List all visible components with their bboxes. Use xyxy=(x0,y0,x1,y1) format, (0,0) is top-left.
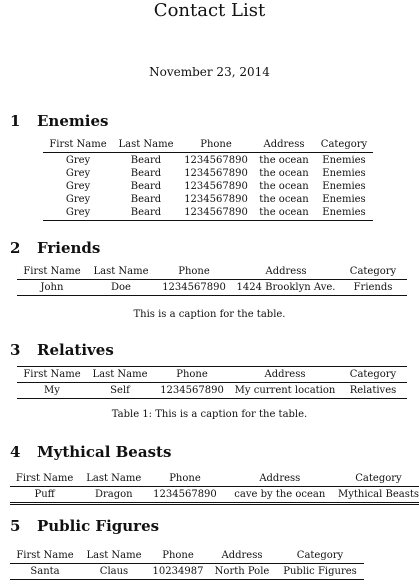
table-cell: the ocean xyxy=(259,194,309,205)
table-cell: Beard xyxy=(113,206,179,221)
table-cell: Enemies xyxy=(315,206,373,221)
table-cell: Doe xyxy=(87,280,155,296)
table-row xyxy=(17,280,407,296)
table-cell: Grey xyxy=(43,206,113,221)
table-cell: Santa xyxy=(10,564,80,580)
contacts-table-friends xyxy=(17,264,407,296)
table-header-row xyxy=(17,264,407,280)
column-header: Address xyxy=(233,264,339,280)
table-cell: Beard xyxy=(130,155,162,166)
table-cell: 1234567890 xyxy=(184,181,248,192)
table-caption: Table 1: This is a caption for the table. xyxy=(111,409,308,420)
table-row xyxy=(10,487,419,504)
table-cell: Dragon xyxy=(79,487,148,504)
column-header: Phone xyxy=(179,137,253,153)
column-header: Category xyxy=(339,264,407,280)
column-header: Address xyxy=(208,548,276,564)
column-header: Last Name xyxy=(80,548,148,564)
table-cell: 1234567890 xyxy=(179,206,253,221)
table-cell: Grey xyxy=(65,168,91,179)
table-row xyxy=(43,180,373,193)
table-cell: the ocean xyxy=(259,181,309,192)
column-header: Last Name xyxy=(87,264,155,280)
section-title: Mythical Beasts xyxy=(37,443,172,461)
table-row xyxy=(10,564,364,580)
column-header: Address xyxy=(222,471,338,487)
column-header: Last Name xyxy=(79,471,148,487)
document-date: November 23, 2014 xyxy=(149,65,270,79)
table-cell: 1234567890 xyxy=(153,383,231,399)
table-cell: Puff xyxy=(10,487,79,504)
section-number: 2 xyxy=(10,239,21,257)
section-title: Enemies xyxy=(37,112,109,130)
table-cell: Enemies xyxy=(322,168,366,179)
column-header: First Name xyxy=(17,264,87,280)
contacts-table-mythical-beasts xyxy=(10,471,419,505)
table-cell: Enemies xyxy=(322,181,366,192)
table-cell: Grey xyxy=(65,155,91,166)
contacts-table-enemies xyxy=(43,137,373,221)
table-cell: Beard xyxy=(130,194,162,205)
table-cell: Enemies xyxy=(322,155,366,166)
column-header: Phone xyxy=(155,264,233,280)
table-cell: 1234567890 xyxy=(184,155,248,166)
table-cell: 1234567890 xyxy=(184,168,248,179)
column-header: Last Name xyxy=(113,137,179,153)
section-heading-relatives xyxy=(10,340,114,360)
table-cell: cave by the ocean xyxy=(222,487,338,504)
table-cell: Public Figures xyxy=(276,564,364,580)
table-cell: Beard xyxy=(130,168,162,179)
table-row xyxy=(43,153,373,168)
section-heading-mythical-beasts xyxy=(10,442,171,462)
section-number: 3 xyxy=(10,341,21,359)
table-cell: My current location xyxy=(231,383,339,399)
column-header: Phone xyxy=(153,367,231,383)
column-header: Category xyxy=(338,471,419,487)
table-cell: 1234567890 xyxy=(184,194,248,205)
table-cell: Grey xyxy=(65,181,91,192)
table-header-row xyxy=(43,137,373,153)
column-header: First Name xyxy=(10,548,80,564)
table-cell: Grey xyxy=(65,194,91,205)
section-title: Friends xyxy=(37,239,101,257)
table-cell: Relatives xyxy=(339,383,407,399)
section-number: 1 xyxy=(10,112,21,130)
table-header-row xyxy=(10,471,419,487)
section-heading-enemies xyxy=(10,111,108,131)
section-number: 4 xyxy=(10,443,21,461)
table-cell: 1234567890 xyxy=(148,487,221,504)
table-row xyxy=(17,383,407,399)
column-header: Category xyxy=(276,548,364,564)
section-title: Relatives xyxy=(37,341,114,359)
column-header: Last Name xyxy=(87,367,153,383)
table-cell: 1424 Brooklyn Ave. xyxy=(233,280,339,296)
contacts-table-relatives xyxy=(17,366,407,399)
section-title: Public Figures xyxy=(37,517,160,535)
column-header: Phone xyxy=(148,548,208,564)
column-header: First Name xyxy=(17,367,87,383)
table-cell: Claus xyxy=(80,564,148,580)
table-caption: This is a caption for the table. xyxy=(133,309,286,320)
table-row xyxy=(43,206,373,221)
column-header: First Name xyxy=(43,137,113,153)
table-cell: Mythical Beasts xyxy=(338,487,419,504)
table-cell: 1234567890 xyxy=(155,280,233,296)
table-row xyxy=(43,167,373,180)
table-cell: North Pole xyxy=(208,564,276,580)
table-row xyxy=(43,193,373,206)
column-header: Category xyxy=(339,367,407,383)
table-cell: the ocean xyxy=(259,168,309,179)
table-cell: My xyxy=(17,383,87,399)
column-header: Phone xyxy=(148,471,221,487)
document-title: Contact List xyxy=(153,0,266,21)
table-cell: John xyxy=(17,280,87,296)
column-header: First Name xyxy=(10,471,79,487)
table-cell: the ocean xyxy=(253,206,315,221)
table-cell: the ocean xyxy=(259,155,309,166)
table-cell: Beard xyxy=(130,181,162,192)
section-heading-friends xyxy=(10,238,100,258)
column-header: Address xyxy=(253,137,315,153)
table-cell: 10234987 xyxy=(148,564,208,580)
table-header-row xyxy=(10,548,364,564)
section-number: 5 xyxy=(10,517,21,535)
table-cell: Friends xyxy=(339,280,407,296)
section-heading-public-figures xyxy=(10,516,159,536)
table-header-row xyxy=(17,367,407,383)
table-cell: Enemies xyxy=(322,194,366,205)
column-header: Address xyxy=(231,367,339,383)
table-cell: Self xyxy=(87,383,153,399)
column-header: Category xyxy=(315,137,373,153)
contacts-table-public-figures xyxy=(10,548,364,580)
